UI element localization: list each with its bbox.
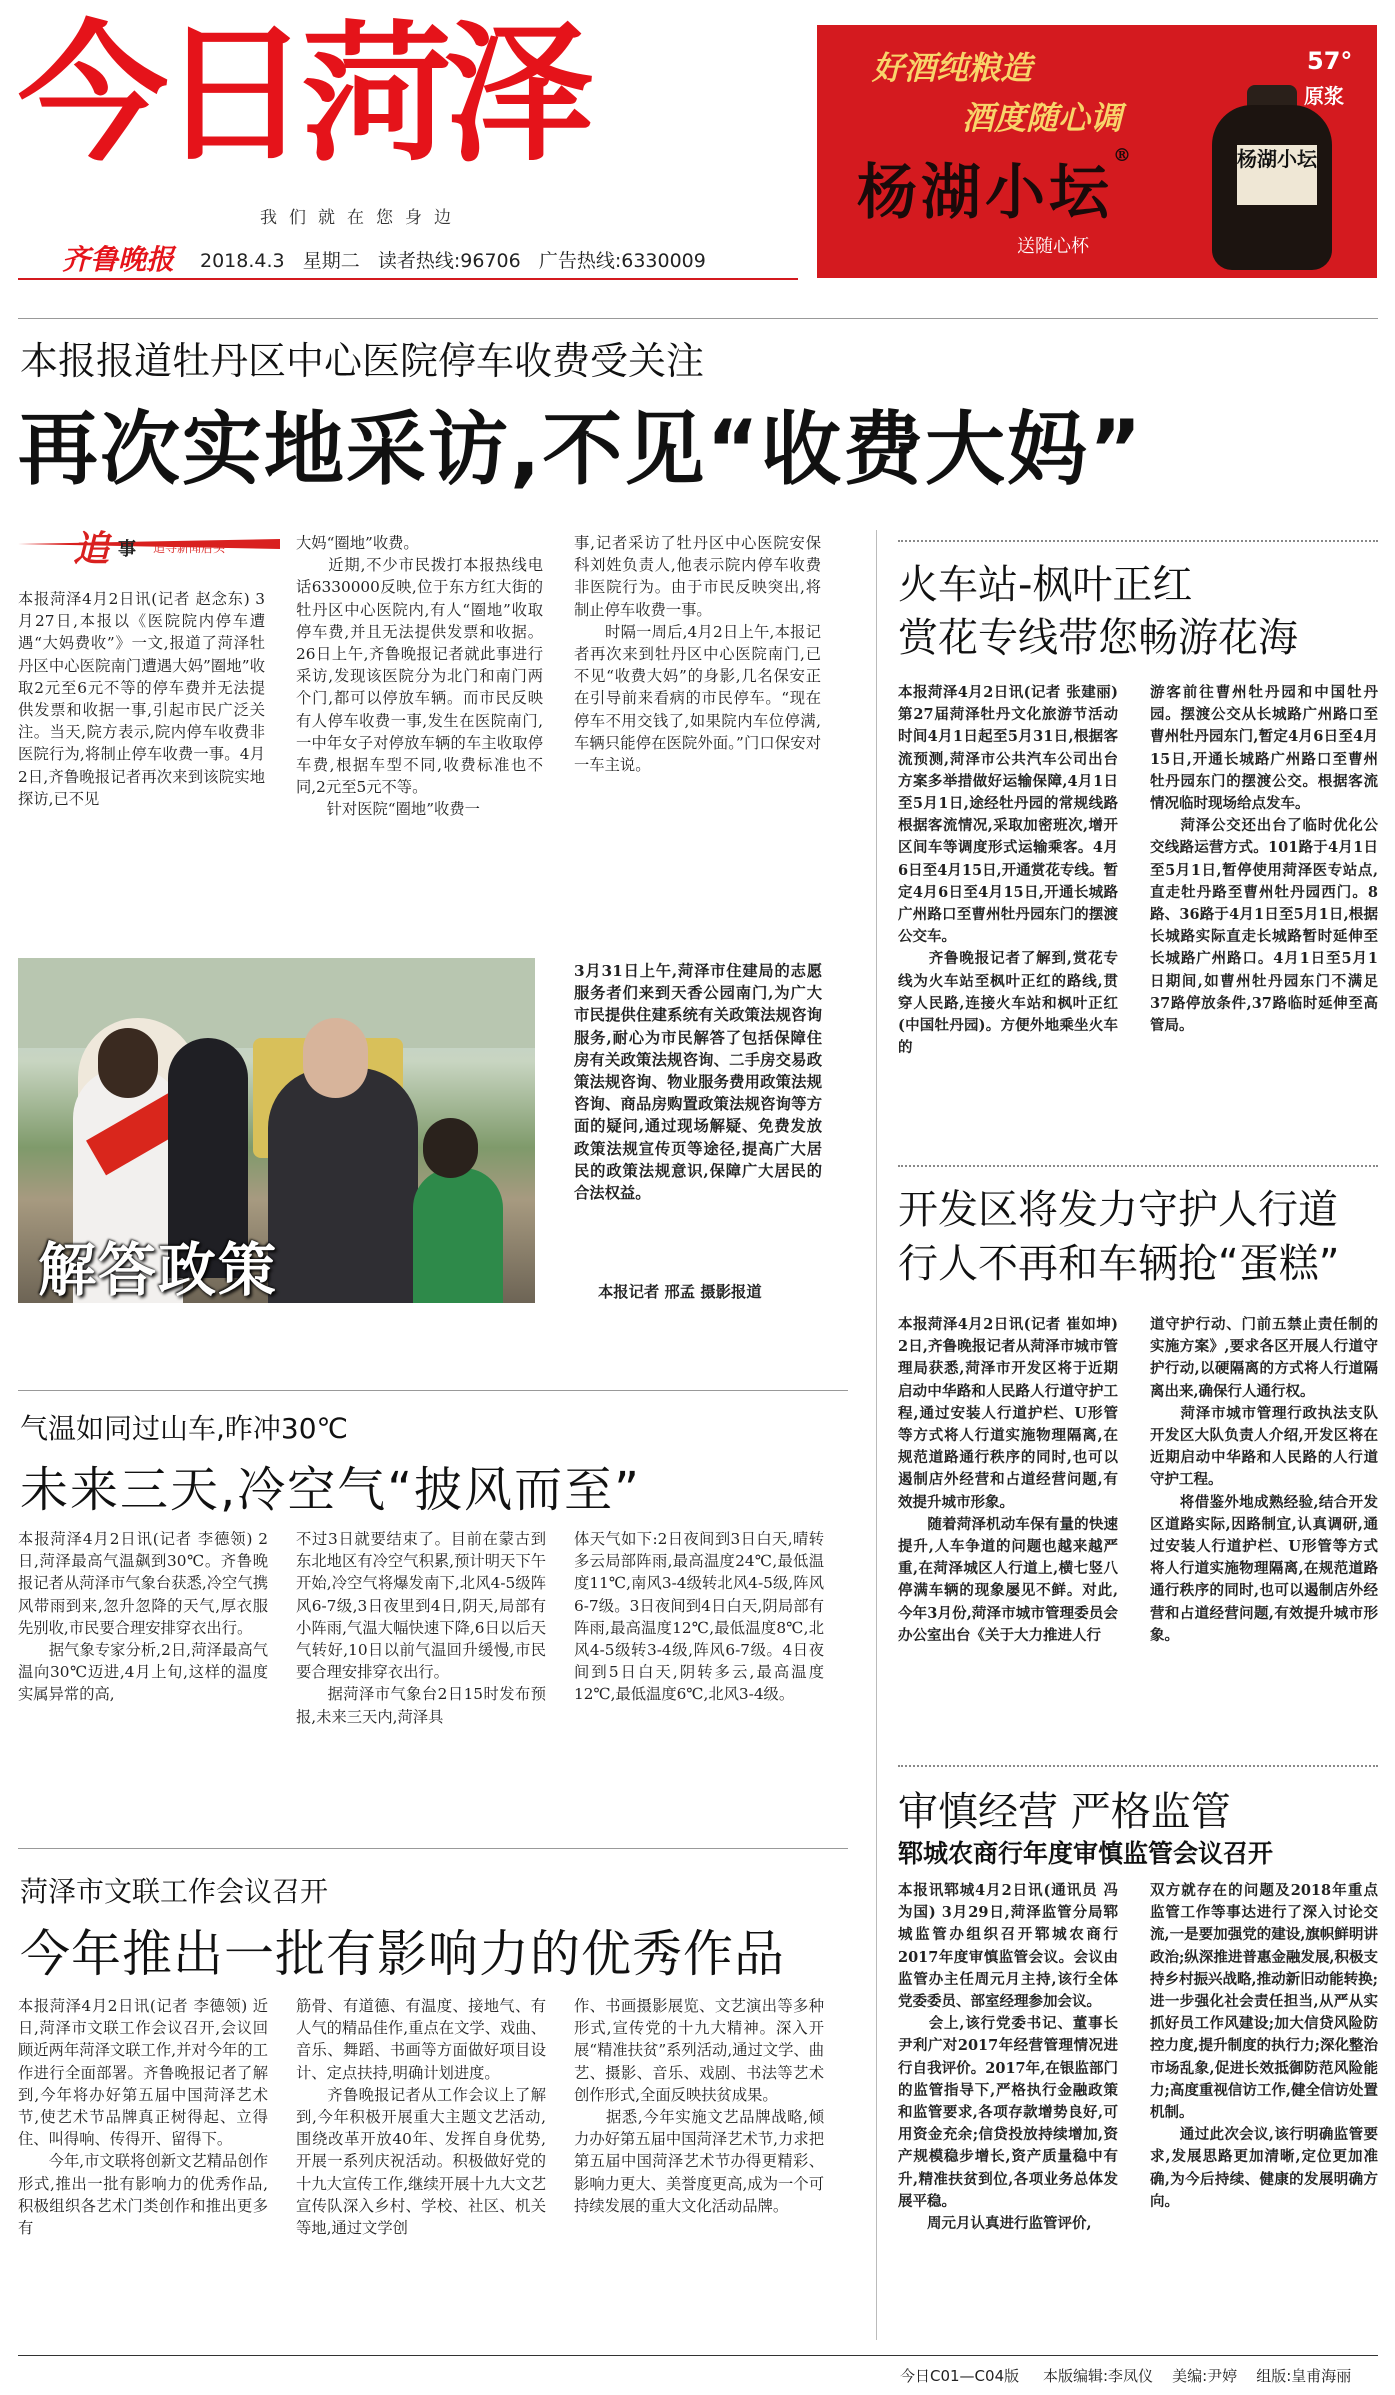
label-word: 事 xyxy=(118,539,136,560)
devzone-column-1: 本报菏泽4月2日讯(记者 崔如坤) 2日,齐鲁晚报记者从菏泽市城市管理局获悉,菏泽市开发区将于近期启动中华路和人民路人行道守护工程,通过安装人行道护栏、U形管等方式将人行道实施物理隔离,在规范道路通行秩序的同时,也可以遏制店外经营和占道经营问题,有效提升城市形象。 随着菏泽机动车保有量的快速提升,人车争道的问题也越来越严重,在菏泽城区人行道上,横七竖八停满车辆的现象屡见不鲜。对此,今年3月份,菏泽市城市管理委员会办公室出台《关于大力推进人行 xyxy=(898,1316,1118,1644)
issue-weekday: 星期二 xyxy=(302,250,360,272)
ad-brand-name: 杨湖小坛 xyxy=(857,158,1113,228)
bank-headline[interactable]: 审慎经营 严格监管 xyxy=(898,1789,1231,1835)
train-column-2: 游客前往曹州牡丹园和中国牡丹园。摆渡公交从长城路广州路口至曹州牡丹园东门,暂定4月6日至4月15日,开通长城路广州路口至曹州牡丹园东门的摆渡公交。根据客流情况临时现场给点发车。 菏泽公交还出台了临时优化公交线路运营方式。101路于4月1日至5月1日,暂停使用菏泽医专站点,直走牡丹路至曹州牡丹园西门。8路、36路于4月1日至5月1日,根据长城路实际直走长城路暂时延伸至长城路广州路口。4月1日至5月1日期间,如曹州牡丹园东门不满足37路停放条件,37路临时延伸至高管局。 xyxy=(1150,684,1378,1035)
masthead-slogan: 我们就在您身边 xyxy=(260,208,463,228)
lead-kicker: 本报报道牡丹区中心医院停车收费受关注 xyxy=(20,339,705,383)
lead-column-2: 大妈“圈地”收费。 近期,不少市民拨打本报热线电话6330000反映,位于东方红大街的牡丹区中心医院内,有人“圈地”收取停车费,并且无法提供发票和收据。26日上午,齐鲁晚报记者就此事进行采访,发现该医院分为北门和南门两个门,都可以停放车辆。而市民反映有人停车收费一事,发生在医院南门,一中年女子对停放车辆的车主收取停车费,根据车型不同,收费标准也不同,2元至5元不等。 针对医院“圈地”收费一 xyxy=(296,534,543,819)
lead-headline[interactable]: 再次实地采访,不见“收费大妈” xyxy=(18,403,1144,496)
weather-kicker: 气温如同过山车,昨冲30℃ xyxy=(20,1412,348,1445)
footer-editor: 本版编辑:李凤仪 xyxy=(1042,2367,1154,2385)
footer-design: 美编:尹婷 xyxy=(1172,2367,1238,2385)
bank-subheadline: 郓城农商行年度审慎监管会议召开 xyxy=(898,1839,1274,1868)
registered-mark: ® xyxy=(1113,145,1135,166)
section-label xyxy=(18,527,280,570)
bank-column-1: 本报讯郓城4月2日讯(通讯员 冯为国) 3月29日,菏泽监管分局郓城监管办组织召开郓城农商行2017年度审慎监管会议。会议由监管办主任周元月主持,该行全体党委委员、部室经理参加会议。 会上,该行党委书记、董事长尹利广对2017年经营管理情况进行自我评价。2017年,在银监部门的监管指导下,严格执行金融政策和监管要求,各项存款增势良好,可用资金充余;信贷投放持续增加,资产规模稳步增长,资产质量稳中有升,精准扶贫到位,各项业务总体发展平稳。 周元月认真进行监管评价, xyxy=(898,1882,1118,2233)
bank-column-2: 双方就存在的问题及2018年重点监管工作等事达进行了深入讨论交流,一是要加强党的建设,旗帜鲜明讲政治;纵深推进普惠金融发展,积极支持乡村振兴战略,推动新旧动能转换;进一步强化社会责任担当,从严从实抓好员工作风建设;加大信贷风险防控力度,提升制度的执行力;深化整治市场乱象,促进长效抵御防范风险能力;高度重视信访工作,健全信访处置机制。 通过此次会议,该行明确监管要求,发展思路更加清晰,定位更加准确,为今后持续、健康的发展明确方向。 xyxy=(1150,1882,1378,2210)
masthead-divider xyxy=(18,278,798,280)
liquor-advertisement[interactable] xyxy=(817,25,1377,278)
photo-hair xyxy=(98,1028,158,1098)
footer-divider xyxy=(18,2355,1378,2356)
column-divider xyxy=(876,530,877,2340)
photo-caption: 解答政策 xyxy=(38,1236,279,1304)
photo-child-head xyxy=(423,1118,478,1178)
weather-column-3: 体天气如下:2日夜间到3日白天,晴转多云局部阵雨,最高温度24℃,最低温度11℃,南风3-4级转北风4-5级,阵风6-7级。3日夜间到4日白天,阴局部有阵雨,最高温度12℃,最低温度8℃,北风4-5级转3-4级,阵风6-7级。4日夜间到5日白天,阴转多云,最高温度12℃,最低温度6℃,北风3-4级。 xyxy=(574,1530,824,1704)
divider xyxy=(18,1848,848,1849)
label-char: 追 xyxy=(73,528,110,570)
wenlian-column-3: 作、书画摄影展览、文艺演出等多种形式,宣传党的十九大精神。深入开展“精准扶贫”系列活动,通过文学、曲艺、摄影、音乐、戏剧、书法等艺术创作形式,全面反映扶贫成果。 据悉,今年实施文艺品牌战略,倾力办好第五届中国菏泽艺术节,力求把第五届中国菏泽艺术节办得更精彩、影响力更大、美誉度更高,成为一个可持续发展的重大文化活动品牌。 xyxy=(574,1997,824,2215)
devzone-headline-2[interactable]: 行人不再和车辆抢“蛋糕” xyxy=(898,1241,1340,1287)
label-small: 追寻新闻后头 xyxy=(153,541,226,555)
weather-column-2: 不过3日就要结束了。目前在蒙古到东北地区有冷空气积累,预计明天下午开始,冷空气将爆发南下,北风4-5级阵风6-7级,3日夜里到4日,阴天,局部有小阵雨,气温大幅快速下降,6日以后天气转好,10日以前气温回升缓慢,市民要合理安排穿衣出行。 据菏泽市气象台2日15时发布预报,未来三天内,菏泽具 xyxy=(296,1530,546,1726)
section-divider xyxy=(898,540,1378,542)
section-divider xyxy=(898,1765,1378,1767)
wenlian-column-1: 本报菏泽4月2日讯(记者 李德领) 近日,菏泽市文联工作会议召开,会议回顾近两年菏泽文联工作,并对今年的工作进行全面部署。齐鲁晚报记者了解到,今年将办好第五届中国菏泽艺术节,使艺术节品牌真正树得起、立得住、叫得响、传得开、留得下。 今年,市文联将创新文艺精品创作形式,推出一批有影响力的优秀作品,积极组织各艺术门类创作和推出更多有 xyxy=(18,1997,268,2238)
dateline xyxy=(200,246,706,273)
photo-face xyxy=(303,1018,368,1098)
photo-credit: 本报记者 邢孟 摄影报道 xyxy=(598,1283,762,1301)
weather-headline[interactable]: 未来三天,冷空气“披风而至” xyxy=(20,1462,641,1518)
footer-proof: 组版:皇甫海丽 xyxy=(1256,2367,1352,2385)
photo-child xyxy=(413,1168,503,1303)
ad-subline: 送随心杯 xyxy=(1017,236,1089,257)
section-divider xyxy=(898,1165,1378,1167)
photo-elder xyxy=(268,1068,418,1303)
ad-brand xyxy=(857,145,1135,231)
wenlian-column-2: 筋骨、有道德、有温度、接地气、有人气的精品佳作,重点在文学、戏曲、音乐、舞蹈、书画等方面做好项目设计、定点扶持,明确计划进度。 齐鲁晚报记者从工作会议上了解到,今年积极开展重大主题文艺活动,围绕改革开放40年、发挥自身优势,开展一系列庆祝活动。积极做好党的十九大宣传工作,继续开展十九大文艺宣传队深入乡村、学校、社区、机关等地,通过文学创 xyxy=(296,1997,546,2238)
lead-column-1: 本报菏泽4月2日讯(记者 赵念东) 3月27日,本报以《医院院内停车遭遇“大妈费收”》一文,报道了菏泽牡丹区中心医院南门遭遇大妈”圈地”收取2元至6元不等的停车费并无法提供发票和收据一事,引起市民广泛关注。当天,院方表示,院内停车收费非医院行为,将制止停车收费一事。4月2日,齐鲁晚报记者再次来到该院实地探访,已不见 xyxy=(18,590,265,808)
devzone-headline-1[interactable]: 开发区将发力守护人行道 xyxy=(898,1187,1338,1233)
train-column-1: 本报菏泽4月2日讯(记者 张建丽) 第27届菏泽牡丹文化旅游节活动时间4月1日起至5月31日,根据客流预测,菏泽市公共汽车公司出台方案多举措做好运输保障,4月1日至5月1日,途经牡丹园的常规线路根据客流情况,采取加密班次,增开区间车等调度形式运输乘客。4月6日至4月15日,开通赏花专线。暂定4月6日至4月15日,开通长城路广州路口至曹州牡丹园东门的摆渡公交车。 齐鲁晚报记者了解到,赏花专线为火车站至枫叶正红的路线,贯穿人民路,连接火车站和枫叶正红(中国牡丹园)。方便外地乘坐火车的 xyxy=(898,684,1118,1057)
reader-hotline: 读者热线:96706 xyxy=(377,250,521,272)
ad-degree: 57° xyxy=(1307,47,1353,75)
paper-name: 齐鲁晚报 xyxy=(62,243,175,276)
ad-degree-label: 原浆 xyxy=(1304,84,1344,108)
lead-column-3: 事,记者采访了牡丹区中心医院安保科刘姓负责人,他表示院内停车收费非医院行为。由于市民反映突出,将制止停车收费一事。 时隔一周后,4月2日上午,本报记者再次来到牡丹区中心医院南门,已不见“收费大妈”的身影,几名保安正在引导前来看病的市民停车。“现在停车不用交钱了,如果院内车位停满,车辆只能停在医院外面。”门口保安对一车主说。 xyxy=(574,534,821,775)
photo-text: 3月31日上午,菏泽市住建局的志愿服务者们来到天香公园南门,为广大市民提供住建系统有关政策法规咨询服务,耐心为市民解答了包括保障住房有关政策法规咨询、二手房交易政策法规咨询、物业服务费用政策法规咨询、商品房购置政策法规咨询等方面的疑问,通过现场解疑、免费发放政策法规宣传页等途径,提高广大居民的政策法规意识,保障广大居民的合法权益。 xyxy=(574,962,822,1203)
label-brush xyxy=(18,539,280,549)
bottle-label: 杨湖小坛 xyxy=(1237,145,1317,205)
news-photo[interactable] xyxy=(18,958,535,1303)
footer xyxy=(900,2365,1351,2386)
train-headline-1[interactable]: 火车站-枫叶正红 xyxy=(898,562,1193,608)
wenlian-kicker: 菏泽市文联工作会议召开 xyxy=(20,1875,329,1908)
devzone-column-2: 道守护行动、门前五禁止责任制的实施方案》,要求各区开展人行道守护行动,以硬隔离的方式将人行道隔离出来,确保行人通行权。 菏泽市城市管理行政执法支队开发区大队负责人介绍,开发区将在近期启动中华路和人民路的人行道守护工程。 将借鉴外地成熟经验,结合开发区道路实际,因路制宜,认真调研,通过安装人行道护栏、U形管等方式将人行道实施物理隔离,在规范道路通行秩序的同时,也可以遏制店外经营和占道经营问题,有效提升城市形象。 xyxy=(1150,1316,1378,1644)
wenlian-headline[interactable]: 今年推出一批有影响力的优秀作品 xyxy=(20,1925,785,1983)
footer-pages: 今日C01—C04版 xyxy=(900,2367,1020,2385)
divider xyxy=(18,318,1378,319)
ad-slogan-2: 酒度随心调 xyxy=(962,99,1123,137)
masthead-logo: 今日菏泽 xyxy=(18,8,587,182)
divider xyxy=(18,1390,848,1391)
weather-column-1: 本报菏泽4月2日讯(记者 李德领) 2日,菏泽最高气温飙到30℃。齐鲁晚报记者从菏泽市气象台获悉,冷空气携风带雨到来,忽升忽降的天气,厚衣服先别收,市民要合理安排穿衣出行。 据气象专家分析,2日,菏泽最高气温向30℃迈进,4月上旬,这样的温度实属异常的高, xyxy=(18,1530,268,1704)
issue-date: 2018.4.3 xyxy=(200,250,285,272)
train-headline-2[interactable]: 赏花专线带您畅游花海 xyxy=(898,615,1298,661)
ad-hotline: 广告热线:6330009 xyxy=(538,250,706,272)
ad-slogan-1: 好酒纯粮造 xyxy=(872,49,1033,87)
